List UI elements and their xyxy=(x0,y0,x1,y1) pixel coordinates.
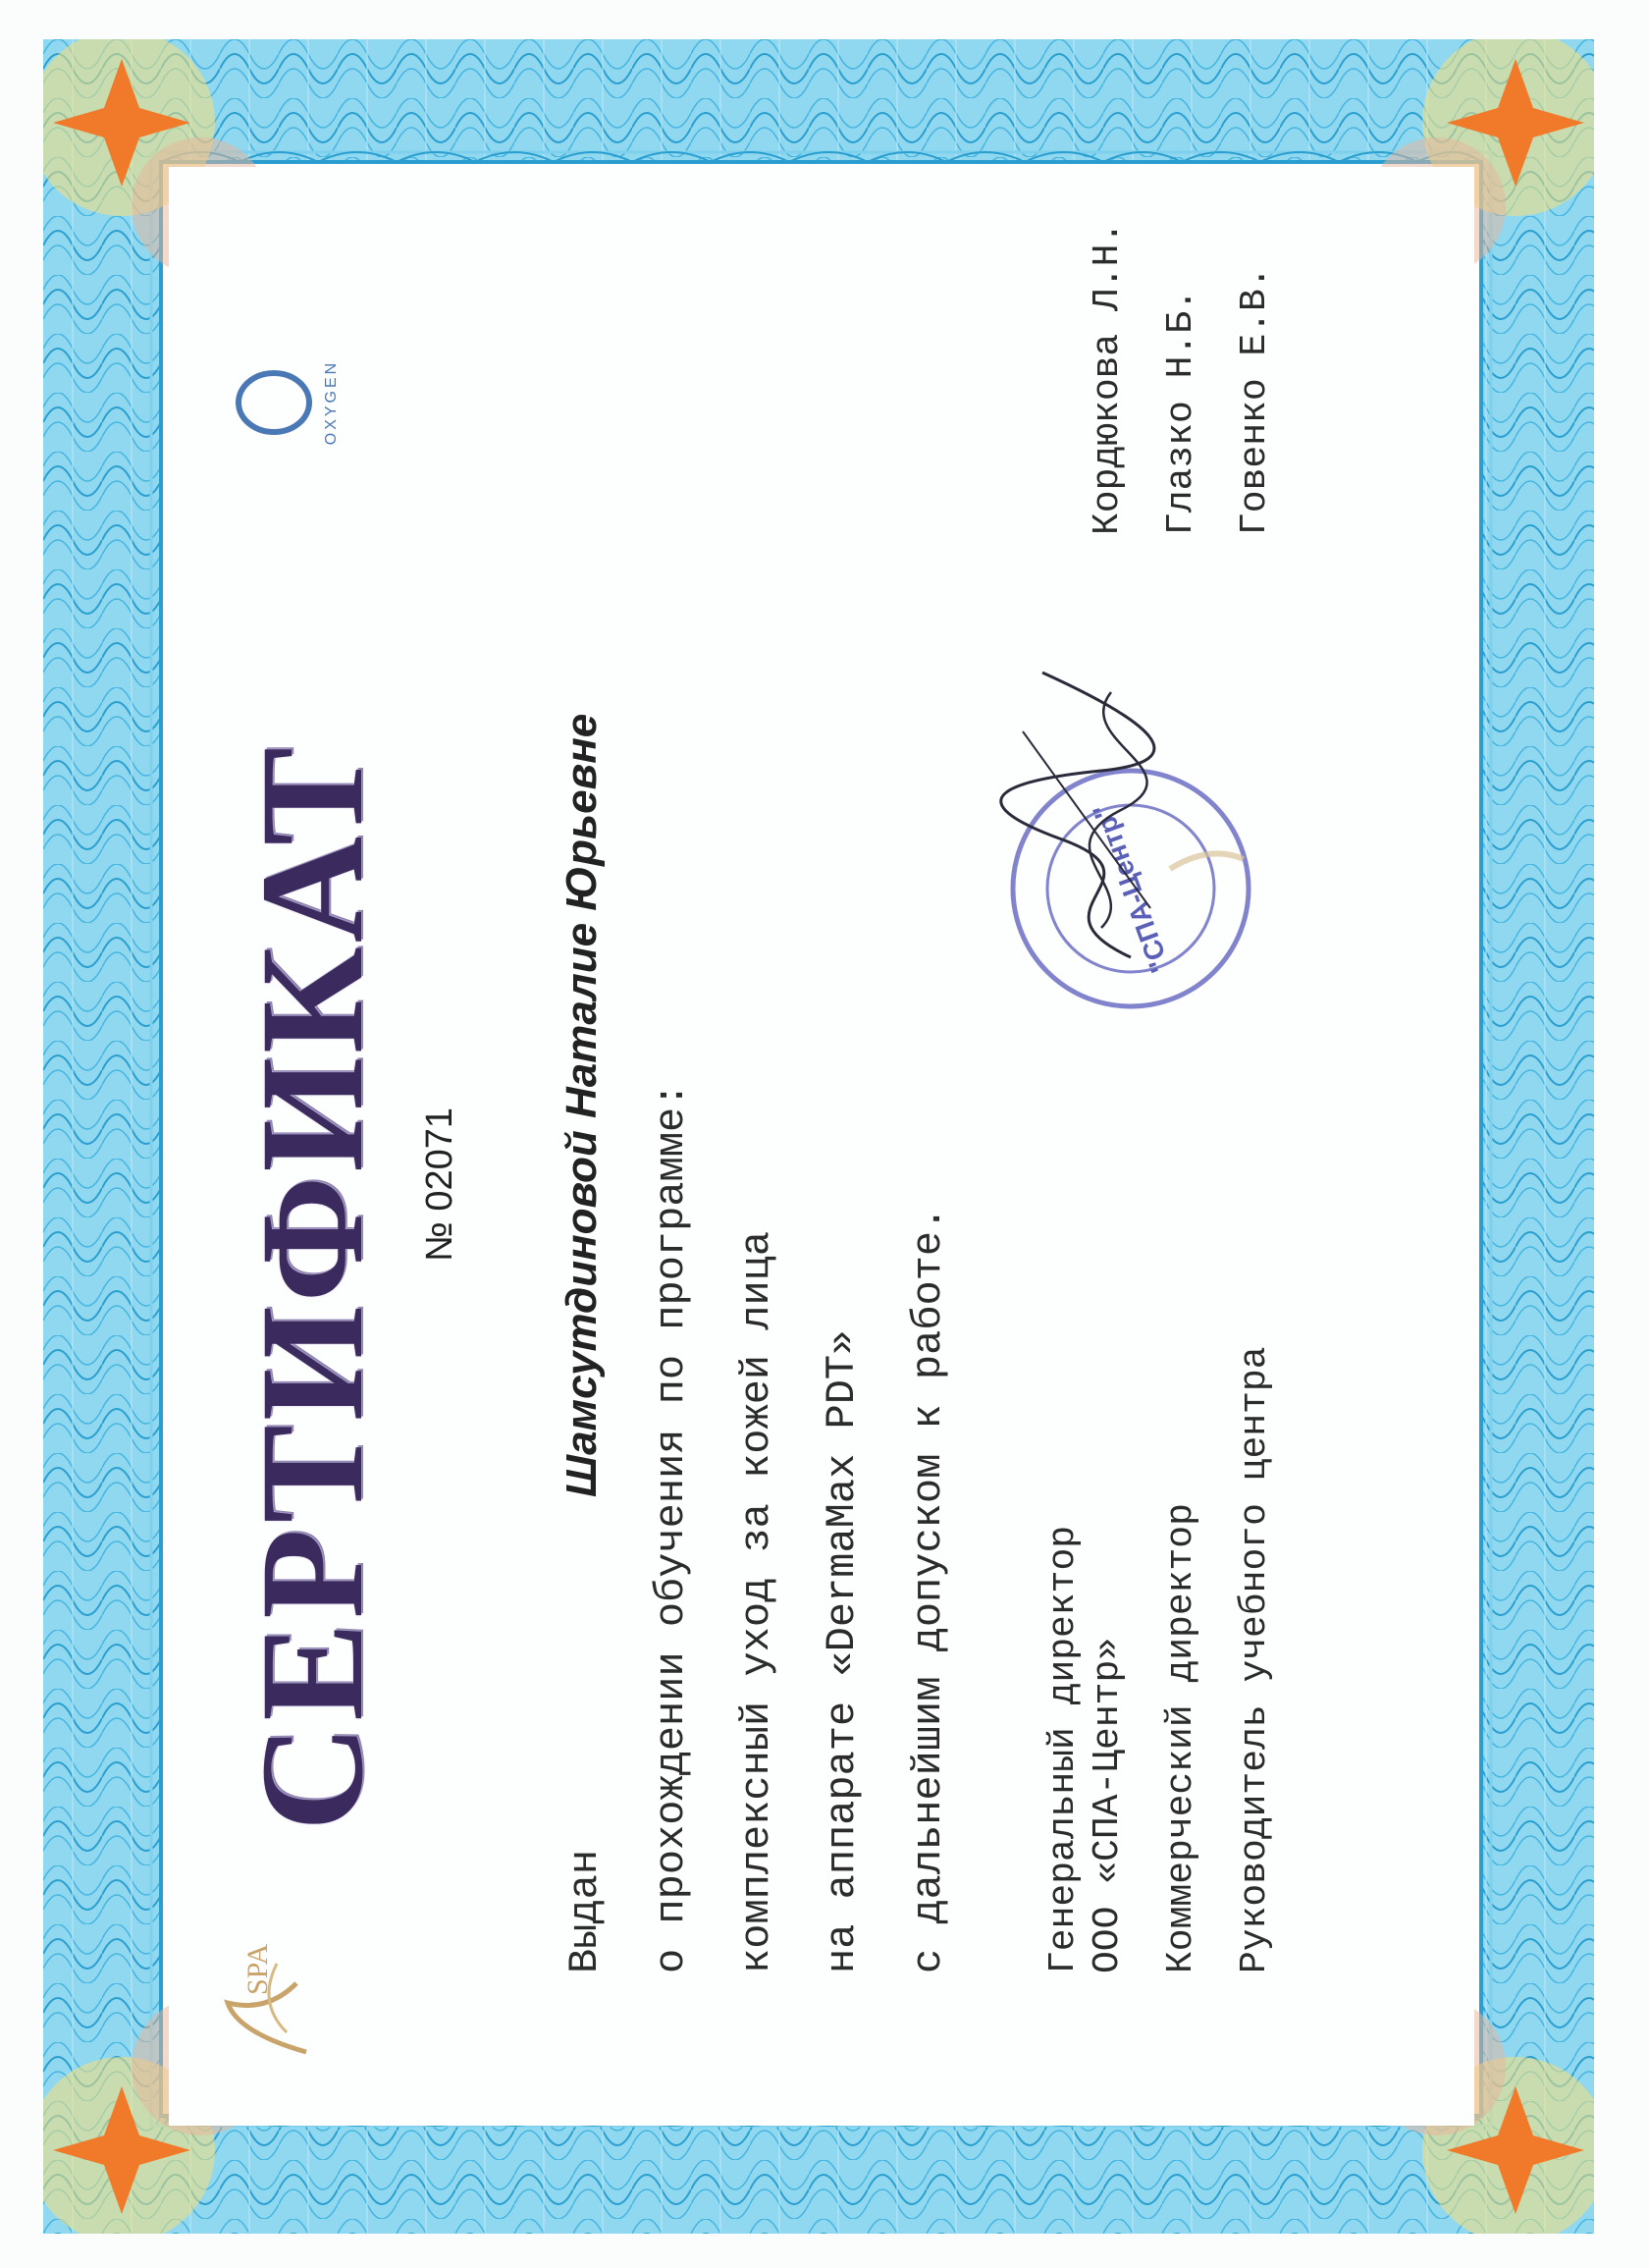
body-line-4: с дальнейшим допуском к работе. xyxy=(905,1206,952,1973)
signatory-3-name: Говенко Е.В. xyxy=(1234,266,1276,535)
certificate-content-area xyxy=(169,167,1474,2126)
body-line-2: комплексный уход за кожей лица xyxy=(733,1230,780,1973)
rotated-content xyxy=(169,167,1474,2126)
body-line-3: на аппарате «DermaMax PDT» xyxy=(819,1329,866,1973)
certificate-title: СЕРТИФИКАТ xyxy=(231,742,394,1831)
svg-text:"СПА-Центр": "СПА-Центр" xyxy=(1087,799,1176,977)
signature xyxy=(984,653,1180,967)
issued-label: Выдан xyxy=(561,1849,609,1973)
signatory-1-org: ООО «СПА-Центр» xyxy=(1087,1637,1129,1973)
spa-logo xyxy=(198,1934,326,2072)
signatory-1-title: Генеральный директор xyxy=(1042,1525,1085,1973)
signatory-3-title: Руководитель учебного центра xyxy=(1234,1346,1276,1973)
svg-text:OXYGEN: OXYGEN xyxy=(323,359,340,446)
certificate-number: № 02071 xyxy=(419,1107,460,1262)
signatory-2-name: Глазко Н.Б. xyxy=(1160,289,1202,535)
svg-text:SPA: SPA xyxy=(241,1943,274,1995)
recipient-name: Шамсутдиновой Наталие Юрьевне xyxy=(558,713,606,1497)
signatory-1-name: Кордюкова Л.Н. xyxy=(1087,221,1129,535)
oxygen-logo xyxy=(233,349,350,457)
body-line-1: о прохождении обучения по программе: xyxy=(648,1082,695,1973)
signatory-2-title: Коммерческий директор xyxy=(1160,1503,1202,1973)
